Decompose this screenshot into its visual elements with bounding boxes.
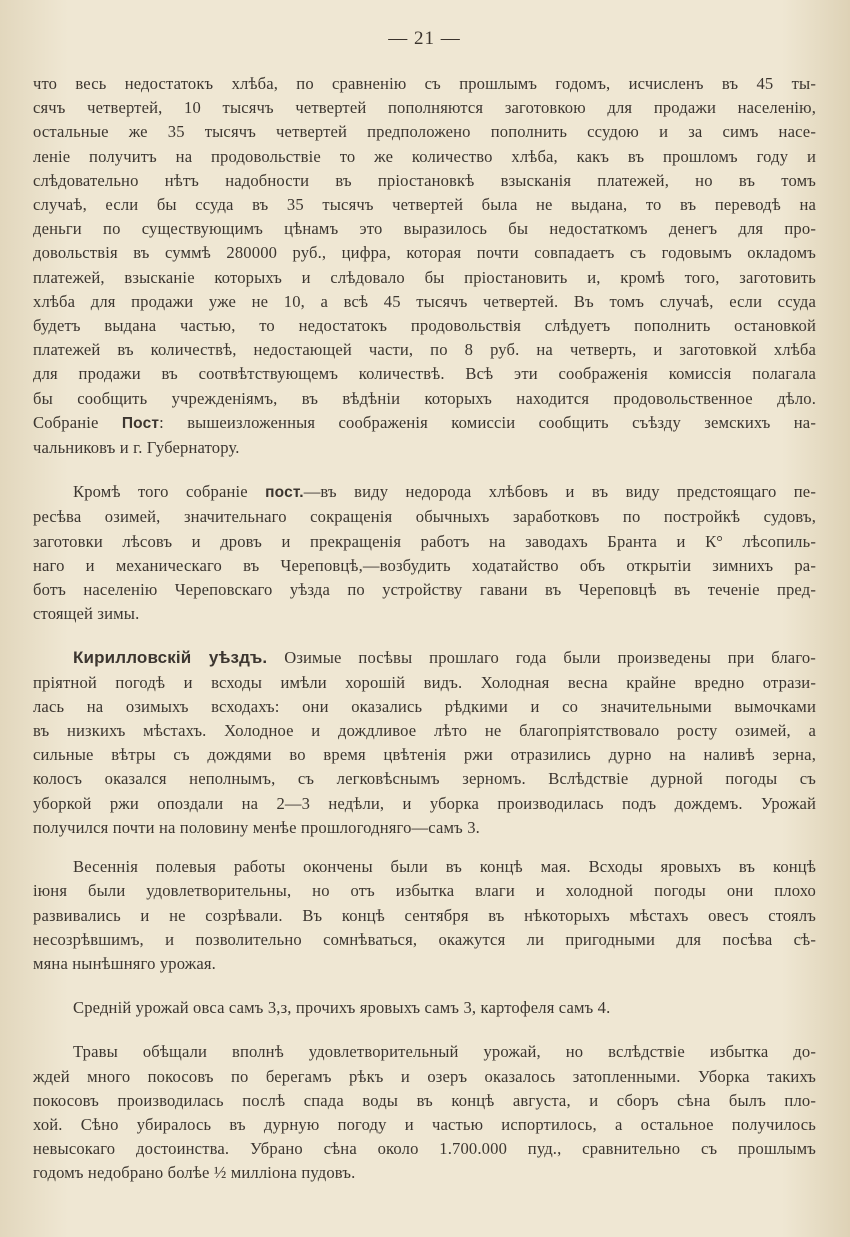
text-line: случаѣ, если бы ссуда въ 35 тысячъ четвертей была не выдана, то въ переводѣ на	[33, 195, 816, 215]
text-line: Средній урожай овса самъ 3,з, прочихъ яровыхъ самъ 3, картофеля самъ 4.	[73, 998, 611, 1018]
text-line: слѣдовательно нѣтъ надобности въ пріостановкѣ взысканія платежей, но въ томъ	[33, 170, 816, 190]
text-line: сильные вѣтры съ дождями во время цвѣтенія ржи отразились дурно на наливѣ зерна,	[33, 745, 816, 765]
text-line: Травы обѣщали вполнѣ удовлетворительный урожай, но вслѣдствіе избытка до-	[73, 1042, 816, 1062]
text-line: пріятной погодѣ и всходы имѣли хорошій видъ. Холодная весна крайне вредно отрази-	[33, 672, 816, 692]
text-line: остальные же 35 тысячъ четвертей предположено пополнить ссудою и за симъ насе-	[33, 122, 816, 142]
text-line: что весь недостатокъ хлѣба, по сравненію съ прошлымъ годомъ, исчисленъ въ 45 ты-	[33, 74, 816, 93]
paragraph-p4	[33, 855, 816, 976]
text-line	[33, 646, 816, 670]
text-line: леніе получитъ на продовольствіе то же количество хлѣба, какъ въ прошломъ году и	[33, 146, 816, 166]
paragraph-p2	[33, 480, 816, 626]
text-line	[33, 411, 816, 436]
text-segment: : вышеизложенныя соображенія комиссіи сообщить съѣзду земскихъ на-	[159, 412, 816, 432]
emphasis-text: пост.	[265, 484, 304, 502]
text-line: ресѣва озимей, значительнаго сокращенія обычныхъ заработковъ по постройкѣ судовъ,	[33, 507, 816, 527]
paragraph-p6	[33, 1040, 816, 1185]
text-line: Весеннія полевыя работы окончены были въ концѣ мая. Всходы яровыхъ въ концѣ	[73, 857, 816, 877]
text-line: будетъ выдана частью, то недостатокъ продовольствія слѣдуетъ пополнить остановкой	[33, 316, 816, 336]
text-line: мяна нынѣшняго урожая.	[33, 953, 216, 973]
text-line: ждей много покосовъ по берегамъ рѣкъ и озеръ оказалось затопленными. Уборка такихъ	[33, 1066, 816, 1086]
text-line: чальниковъ и г. Губернатору.	[33, 438, 240, 458]
text-line: для продажи въ соотвѣтствующемъ количествѣ. Всѣ эти соображенія комиссія полагала	[33, 364, 816, 384]
text-line: невысокаго достоинства. Убрано сѣна около 1.700.000 пуд., сравнительно съ прошлымъ	[33, 1139, 816, 1159]
text-line: колосъ оказался неполнымъ, съ легковѣснымъ зерномъ. Вслѣдствіе дурной погоды съ	[33, 769, 816, 789]
text-line: заготовки лѣсовъ и дровъ и прекращенія работъ на заводахъ Бранта и К° лѣсопиль-	[33, 531, 816, 551]
text-segment: —въ виду недорода хлѣбовъ и въ виду предстоящаго пе-	[303, 482, 816, 502]
text-line: покосовъ производилась послѣ спада воды въ концѣ августа, и сборъ сѣна былъ пло-	[33, 1090, 816, 1110]
text-line: уборкой ржи опоздали на 2—3 недѣли, и уборка производилась подъ дождемъ. Урожай	[33, 793, 816, 813]
paragraph-p5	[33, 996, 816, 1020]
paragraph-p1	[33, 72, 816, 460]
text-line: годомъ недобрано болѣе ½ милліона пудовъ.	[33, 1163, 356, 1183]
text-line: платежей въ количествѣ, недостающей части, по 8 руб. на четверть, и заготовкой хлѣба	[33, 340, 816, 360]
text-line: довольствія въ суммѣ 280000 руб., цифра, которая почти совпадаетъ съ годовымъ окладомъ	[33, 243, 816, 263]
text-line: лась на озимыхъ всходахъ: они оказались рѣдкими и со значительными вымочками	[33, 696, 816, 716]
text-line: хой. Сѣно убиралось въ дурную погоду и частью испортилось, а остальное получилось	[33, 1114, 816, 1134]
text-line	[33, 480, 816, 505]
paragraph-p3	[33, 646, 816, 840]
text-line: получился почти на половину менѣе прошлогодняго—самъ 3.	[33, 817, 480, 837]
text-line: наго и механическаго въ Череповцѣ,—возбудить ходатайство объ открытіи зимнихъ ра-	[33, 555, 816, 575]
text-line: платежей, взысканіе которыхъ и слѣдовало бы пріостановить и, кромѣ того, заготовить	[33, 267, 816, 287]
text-line: развивались и не созрѣвали. Въ концѣ сентября въ нѣкоторыхъ мѣстахъ овесъ стоялъ	[33, 905, 816, 925]
text-line: сячъ четвертей, 10 тысячъ четвертей пополняются заготовкою для продажи населенію,	[33, 98, 816, 118]
text-line: несозрѣвшимъ, и позволительно сомнѣваться, окажутся ли пригодными для посѣва сѣ-	[33, 929, 816, 949]
text-line: въ низкихъ мѣстахъ. Холодное и дождливое лѣто не благопріятствовало росту озимей, а	[33, 721, 816, 741]
section-heading: Кирилловскій уѣздъ.	[73, 648, 268, 668]
text-segment: Озимые посѣвы прошлаго года были произведены при благо-	[267, 648, 816, 668]
text-segment: Кромѣ того собраніе	[73, 482, 266, 502]
text-line: хлѣба для продажи уже не 10, а всѣ 45 тысячъ четвертей. Въ томъ случаѣ, если ссуда	[33, 291, 816, 311]
text-line: стоящей зимы.	[33, 604, 140, 624]
page-number: — 21 —	[388, 28, 461, 49]
text-line: деньги по существующимъ цѣнамъ это выразилось бы недостаткомъ денегъ для про-	[33, 219, 816, 239]
text-line: ботъ населенію Череповскаго уѣзда по устройству гавани въ Череповцѣ въ теченіе пред-	[33, 580, 816, 600]
text-line: іюня были удовлетворительны, но отъ избытка влаги и холодной погоды они плохо	[33, 881, 816, 901]
emphasis-text: Пост	[121, 414, 160, 432]
text-segment: Собраніе	[33, 412, 122, 432]
text-line: бы сообщить учрежденіямъ, въ вѣдѣніи которыхъ находится продовольственное дѣло.	[33, 388, 816, 408]
document-body	[33, 72, 816, 1186]
